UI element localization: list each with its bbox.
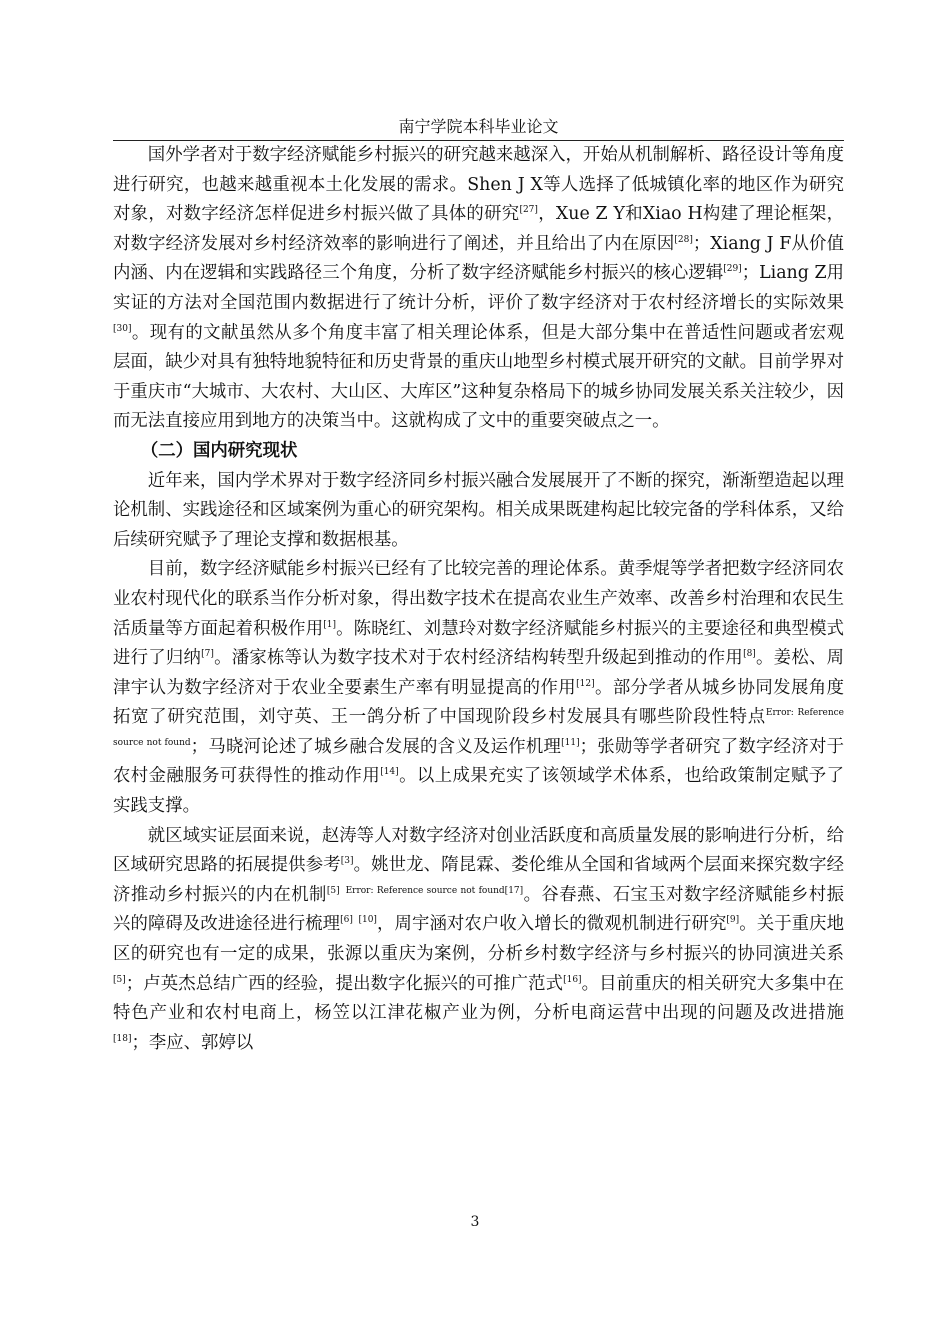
citation: [10] xyxy=(358,915,377,926)
citation: [8] xyxy=(743,649,756,660)
citation: [5] xyxy=(326,885,340,896)
citation: [11] xyxy=(561,737,580,748)
reference-error: Error: Reference source not found xyxy=(113,708,844,748)
citation: [1] xyxy=(323,619,336,630)
citation: [6] xyxy=(340,915,353,926)
citation: [28] xyxy=(674,234,693,245)
reference-error: Error: Reference source not found[17] xyxy=(345,885,524,896)
citation: [7] xyxy=(201,649,214,660)
citation: [12] xyxy=(576,678,595,689)
paragraph: 目前，数字经济赋能乡村振兴已经有了比较完善的理论体系。黄季焜等学者把数字经济同农业农村现代化的联系当作分析对象，得出数字技术在提高农业生产效率、改善乡村治理和农民生活质量等方面起着积极作用[1]。陈晓红、刘慧玲对数字经济赋能乡村振兴的主要途径和典型模式进行了归纳[7]。潘家栋等认为数字技术对于农村经济结构转型升级起到推动的作用[8]。姜松、周津宇认为数字经济对于农业全要素生产率有明显提高的作用[12]。部分学者从城乡协同发展角度拓宽了研究范围，刘守英、王一鸽分析了中国现阶段乡村发展具有哪些阶段性特点$^{Error: Reference source not found}$；马晓河论述了城乡融合发展的含义及运作机理[11]；张勋等学者研究了数字经济对于农村金融服务可获得性的推动作用[14]。以上成果充实了该领域学术体系，也给政策制定赋予了实践支撑。 xyxy=(113,559,844,817)
citation: [16] xyxy=(563,974,582,985)
citation: [9] xyxy=(726,915,740,926)
paragraph: 国外学者对于数字经济赋能乡村振兴的研究越来越深入，开始从机制解析、路径设计等角度进行研究，也越来越重视本土化发展的需求。Shen J X等人选择了低城镇化率的地区作为研究对象，对数字经济怎样促进乡村振兴做了具体的研究[27]，Xue Z Y和Xiao H构建了理论框架，对数字经济发展对乡村经济效率的影响进行了阐述，并且给出了内在原因[28]；Xiang J F从价值内涵、内在逻辑和实践路径三个角度，分析了数字经济赋能乡村振兴的核心逻辑[29]；Liang Z用实证的方法对全国范围内数据进行了统计分析，评价了数字经济对于农村经济增长的实际效果[30]。现有的文献虽然从多个角度丰富了相关理论体系，但是大部分集中在普适性问题或者宏观层面，缺少对具有独特地貌特征和历史背景的重庆山地型乡村模式展开研究的文献。目前学界对于重庆市“大城市、大农村、大山区、大库区”这种复杂格局下的城乡协同发展关系关注较少，因而无法直接应用到地方的决策当中。这就构成了文中的重要突破点之一。 xyxy=(113,145,844,432)
paragraph: 就区域实证层面来说，赵涛等人对数字经济对创业活跃度和高质量发展的影响进行分析，给区域研究思路的拓展提供参考[3]。姚世龙、隋昆霖、娄伦维从全国和省域两个层面来探究数字经济推动乡村振兴的内在机制[5] $^{Error: Reference source not found[17]}$。谷春燕、石宝玉对数字经济赋能乡村振兴的障碍及改进途径进行梳理[6] [10]，周宇涵对农户收入增长的微观机制进行研究[9]。关于重庆地区的研究也有一定的成果，张源以重庆为案例，分析乡村数字经济与乡村振兴的协同演进关系[5]；卢英杰总结广西的经验，提出数字化振兴的可推广范式[16]。目前重庆的相关研究大多集中在特色产业和农村电商上，杨笠以江津花椒产业为例，分析电商运营中出现的问题及改进措施[18]；李应、郭婷以 xyxy=(113,825,844,1053)
citation: [30] xyxy=(113,323,132,334)
citation: [14] xyxy=(380,767,399,778)
page-header xyxy=(113,116,844,141)
citation: [5] xyxy=(113,974,126,985)
citation: [3] xyxy=(340,856,354,867)
citation: [29] xyxy=(723,264,742,275)
header-title: 南宁学院本科毕业论文 xyxy=(398,117,559,136)
citation: [27] xyxy=(519,205,538,216)
section-heading: （二）国内研究现状 xyxy=(140,440,298,461)
page-footer xyxy=(0,1214,950,1230)
page-number: 3 xyxy=(470,1214,480,1230)
paragraph: 近年来，国内学术界对于数字经济同乡村振兴融合发展展开了不断的探究，渐渐塑造起以理论机制、实践途径和区域案例为重心的研究架构。相关成果既建构起比较完备的学科体系，又给后续研究赋予了理论支撑和数据根基。 xyxy=(113,470,844,550)
citation: [18] xyxy=(113,1033,132,1044)
page-body xyxy=(113,141,844,1058)
